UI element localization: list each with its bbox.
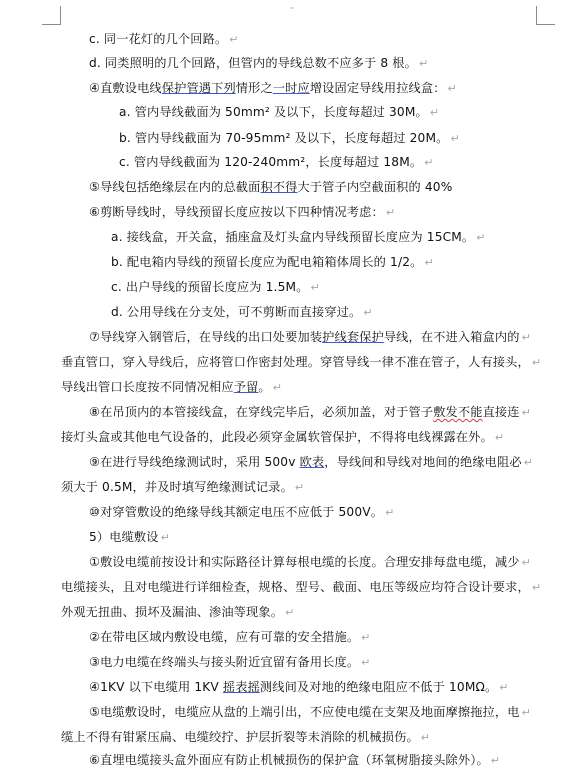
paragraph-return-mark: ↵ — [272, 381, 283, 394]
line-text: 缆上不得有钳紧压扁、电缆绞拧、护层折裂等未消除的机械损伤。 — [61, 730, 419, 744]
line-text: c. 同一花灯的几个回路。 — [89, 32, 228, 46]
document-line — [61, 729, 587, 746]
document-line — [111, 254, 587, 271]
document-line — [89, 529, 587, 546]
line-text: ①敷设电缆前按设计和实际路径计算每根电缆的长度。合理安排每盘电缆，减少 — [89, 555, 520, 569]
paragraph-return-mark: ↵ — [531, 581, 542, 594]
line-text: a. 管内导线截面为 50mm² 及以下，长度每超过 30M。 — [119, 105, 428, 119]
document-line — [89, 454, 587, 471]
line-text: ②在带电区域内敷设电缆，应有可靠的安全措施。 — [89, 630, 360, 644]
document-line — [89, 204, 587, 221]
document-line — [111, 279, 587, 296]
document-line — [111, 304, 587, 321]
line-text: 垂直管口，穿入导线后，应将管口作密封处理。穿管导线一律不准在管子，人有接头， — [61, 355, 530, 369]
paragraph-return-mark: ↵ — [294, 481, 305, 494]
header-mark: " — [290, 6, 294, 14]
paragraph-return-mark: ↵ — [447, 82, 457, 95]
proofing-underline: 摇表摇 — [222, 680, 260, 694]
paragraph-return-mark: ↵ — [361, 631, 371, 644]
proofing-underline: 护线套保护 — [322, 330, 384, 344]
proofing-underline: 予留 — [233, 380, 259, 394]
document-line — [89, 329, 587, 346]
line-text: 5）电缆敷设 — [89, 530, 159, 544]
line-text: 外观无扭曲、损坏及漏油、渗油等现象。 — [61, 605, 284, 619]
line-text: ③电力电缆在终端头与接头附近宜留有备用长度。 — [89, 655, 360, 669]
paragraph-return-mark: ↵ — [521, 706, 531, 719]
document-line — [89, 679, 587, 696]
paragraph-return-mark: ↵ — [419, 57, 429, 70]
line-text: ⑥直埋电缆接头盒外面应有防止机械损伤的保护盒（环氧树脂接头除外）。 — [89, 753, 489, 767]
paragraph-return-mark: ↵ — [523, 456, 534, 469]
document-line — [119, 130, 587, 147]
document-line — [89, 55, 587, 72]
document-line — [89, 404, 587, 421]
proofing-underline: 一时应 — [272, 81, 310, 95]
crop-mark-top-right-v — [536, 6, 537, 25]
paragraph-return-mark: ↵ — [521, 406, 531, 419]
document-line — [89, 554, 587, 571]
line-text: ⑤电缆敷设时，电缆应从盘的上端引出，不应使电缆在支架及地面摩擦拖拉，电 — [89, 705, 520, 719]
paragraph-return-mark: ↵ — [424, 256, 434, 269]
line-text: ⑥剪断导线时，导线预留长度应按以下四种情况考虑： — [89, 205, 384, 219]
paragraph-return-mark: ↵ — [424, 156, 434, 169]
line-text: b. 管内导线截面为 70-95mm² 及以下，长度每超过 20M。 — [119, 131, 449, 145]
line-text: ④1KV 以下电缆用 1KV 摇表摇测线间及对地的绝缘电阻应不低于 10MΩ。 — [89, 680, 498, 694]
proofing-underline: 敷发不能 — [433, 405, 483, 419]
line-text: ⑦导线穿入钢管后，在导线的出口处要加装护线套保护导线，在不进入箱盒内的 — [89, 330, 520, 344]
paragraph-return-mark: ↵ — [494, 431, 505, 444]
paragraph-return-mark: ↵ — [531, 356, 542, 369]
paragraph-return-mark: ↵ — [490, 754, 501, 767]
line-text: ⑨在进行导线绝缘测试时，采用 500v 欧表，导线间和导线对地间的绝缘电阻必 — [89, 455, 522, 469]
document-line — [89, 629, 587, 646]
document-line — [61, 479, 587, 496]
proofing-underline: 积不得 — [260, 180, 298, 194]
line-text: c. 管内导线截面为 120-240mm²，长度每超过 18M。 — [119, 155, 423, 169]
paragraph-return-mark: ↵ — [285, 606, 295, 619]
document-line — [119, 104, 587, 121]
document-line — [89, 504, 587, 521]
paragraph-return-mark: ↵ — [429, 106, 440, 119]
proofing-underline: 保护管遇下列 — [161, 81, 236, 95]
paragraph-return-mark: ↵ — [310, 281, 320, 294]
paragraph-return-mark: ↵ — [160, 531, 170, 544]
paragraph-return-mark: ↵ — [521, 556, 531, 569]
document-line — [61, 579, 587, 596]
document-line — [89, 752, 587, 769]
paragraph-return-mark: ↵ — [499, 681, 509, 694]
proofing-underline: 欧表 — [299, 455, 325, 469]
line-text: b. 配电箱内导线的预留长度应为配电箱箱体周长的 1/2。 — [111, 255, 423, 269]
line-text: a. 接线盒，开关盒，插座盒及灯头盒内导线预留长度应为 15CM。 — [111, 230, 475, 244]
document-line — [119, 154, 587, 171]
line-text: ⑤导线包括绝缘层在内的总截面积不得大于管子内空截面积的 40% — [89, 180, 453, 194]
document-line — [89, 80, 587, 97]
crop-mark-top-right-h — [536, 24, 555, 25]
line-text: 须大于 0.5M，并及时填写绝缘测试记录。 — [61, 480, 293, 494]
line-text: c. 出户导线的预留长度应为 1.5M。 — [111, 280, 309, 294]
paragraph-return-mark: ↵ — [450, 132, 460, 145]
line-text: d. 公用导线在分支处，可不剪断而直接穿过。 — [111, 305, 362, 319]
line-text: ④直敷设电线保护管遇下列情形之一时应增设固定导线用拉线盒： — [89, 81, 446, 95]
document-line — [61, 379, 587, 396]
paragraph-return-mark: ↵ — [361, 656, 371, 669]
crop-mark-top-left-v — [60, 6, 61, 25]
line-text: 电缆接头，且对电缆进行详细检查，规格、型号、截面、电压等级应均符合设计要求， — [61, 580, 530, 594]
paragraph-return-mark: ↵ — [385, 206, 396, 219]
document-line — [61, 354, 587, 371]
document-line — [89, 704, 587, 721]
document-line — [89, 179, 587, 195]
line-text: 导线出管口长度按不同情况相应予留。 — [61, 380, 271, 394]
crop-mark-top-left-h — [42, 24, 61, 25]
paragraph-return-mark: ↵ — [476, 231, 486, 244]
document-line — [61, 429, 587, 446]
paragraph-return-mark: ↵ — [385, 506, 395, 519]
document-line — [61, 604, 587, 621]
line-text: 接灯头盒或其他电气设备的，此段必须穿金属软管保护，不得将电线裸露在外。 — [61, 430, 493, 444]
paragraph-return-mark: ↵ — [229, 33, 239, 46]
document-line — [89, 31, 587, 48]
line-text: ⑩对穿管敷设的绝缘导线其额定电压不应低于 500V。 — [89, 505, 384, 519]
document-line — [89, 654, 587, 671]
paragraph-return-mark: ↵ — [521, 331, 531, 344]
line-text: d. 同类照明的几个回路，但管内的导线总数不应多于 8 根。 — [89, 56, 417, 70]
paragraph-return-mark: ↵ — [363, 306, 373, 319]
paragraph-return-mark: ↵ — [420, 731, 431, 744]
line-text: ⑧在吊顶内的本管接线盒，在穿线完毕后，必须加盖，对于管子敷发不能直接连 — [89, 405, 520, 419]
document-line — [111, 229, 587, 246]
